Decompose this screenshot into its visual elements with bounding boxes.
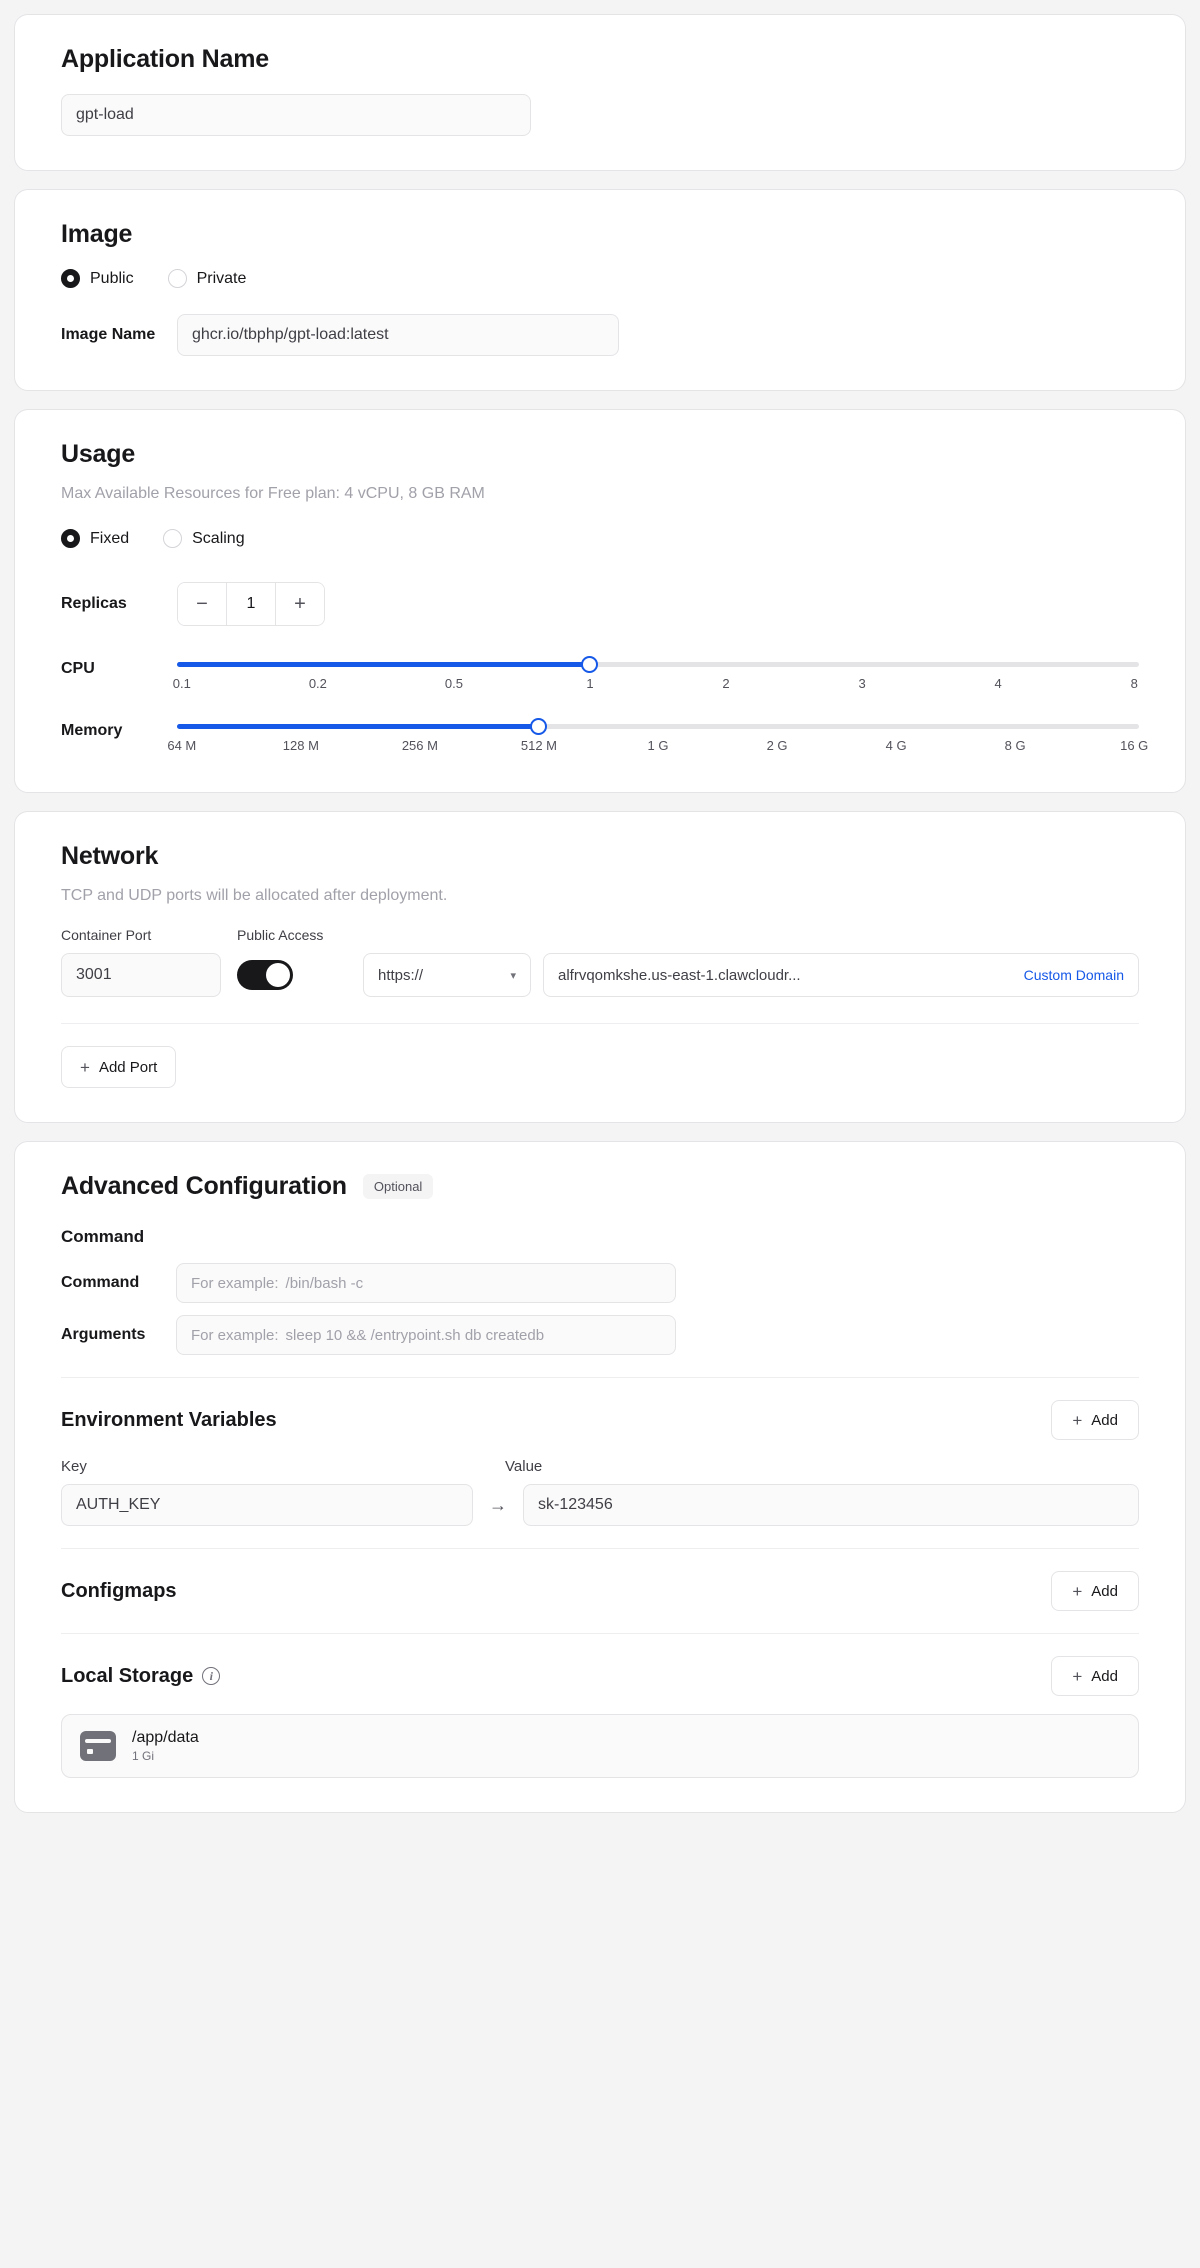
usage-card: [14, 409, 1186, 793]
disk-icon: [80, 1731, 116, 1761]
configmaps-header-row: [61, 1571, 1139, 1611]
cpu-slider-knob[interactable]: [581, 656, 598, 673]
optional-badge: Optional: [363, 1174, 433, 1199]
domain-input[interactable]: [543, 953, 1139, 997]
advanced-divider-1: [61, 1377, 1139, 1378]
storage-title: Local Storage: [61, 1664, 194, 1687]
public-access-label: Public Access: [237, 927, 324, 943]
memory-slider-fill: [177, 724, 539, 729]
slider-tick: 0.2: [308, 676, 327, 691]
cpu-label: CPU: [61, 660, 95, 677]
memory-row: [61, 716, 1149, 758]
storage-header-row: [61, 1656, 1139, 1696]
arguments-row: [61, 1315, 1139, 1355]
replicas-value[interactable]: 1: [226, 583, 276, 625]
slider-tick: 512 M: [520, 738, 558, 753]
network-port-row: [61, 927, 1139, 997]
storage-add-label: Add: [1091, 1667, 1118, 1685]
network-title: Network: [61, 842, 159, 870]
info-icon[interactable]: i: [202, 1667, 220, 1685]
env-value-input[interactable]: sk-123456: [523, 1484, 1139, 1526]
storage-list-item[interactable]: [61, 1714, 1139, 1778]
image-option-public-label: Public: [90, 269, 134, 287]
slider-tick: 8: [1130, 676, 1138, 691]
image-option-public[interactable]: [61, 269, 134, 288]
arguments-label: Arguments: [61, 1326, 146, 1343]
configmaps-add-label: Add: [1091, 1582, 1118, 1600]
env-add-label: Add: [1091, 1411, 1118, 1429]
memory-slider-ticks: [167, 738, 1149, 758]
application-name-input[interactable]: gpt-load: [61, 94, 531, 136]
domain-col: [363, 927, 1139, 997]
configmaps-add-button[interactable]: [1051, 1571, 1139, 1611]
command-input[interactable]: [176, 1263, 676, 1303]
storage-size: 1 Gi: [132, 1749, 155, 1763]
command-row: [61, 1263, 1139, 1303]
env-key-header: Key: [61, 1458, 87, 1475]
image-option-private-label: Private: [196, 269, 247, 287]
advanced-title: Advanced Configuration: [61, 1172, 347, 1200]
usage-mode-group: [61, 529, 1139, 548]
slider-tick: 1 G: [647, 738, 669, 753]
configmaps-title: Configmaps: [61, 1579, 177, 1602]
replicas-stepper[interactable]: [177, 582, 325, 626]
network-note: TCP and UDP ports will be allocated after deployment.: [61, 887, 448, 904]
image-title: Image: [61, 220, 133, 248]
image-name-label: Image Name: [61, 326, 156, 343]
replicas-label: Replicas: [61, 595, 127, 612]
slider-tick: 8 G: [1004, 738, 1026, 753]
image-name-input[interactable]: ghcr.io/tbphp/gpt-load:latest: [177, 314, 619, 356]
protocol-select[interactable]: [363, 953, 531, 997]
slider-tick: 64 M: [167, 738, 197, 753]
protocol-select-value: https://: [378, 966, 424, 984]
arrow-right-icon: →: [489, 1494, 507, 1515]
command-placeholder-prefix: For example:: [191, 1274, 279, 1292]
plus-icon: +: [1072, 1666, 1083, 1686]
custom-domain-link[interactable]: Custom Domain: [1023, 967, 1124, 983]
plus-icon: +: [1072, 1410, 1083, 1430]
slider-tick: 256 M: [401, 738, 438, 753]
add-port-button[interactable]: [61, 1046, 176, 1088]
application-name-card: [14, 14, 1186, 171]
slider-tick: 16 G: [1120, 738, 1149, 753]
advanced-divider-3: [61, 1633, 1139, 1634]
advanced-title-row: [61, 1172, 1139, 1201]
image-card: [14, 189, 1186, 391]
cpu-slider-ticks: [172, 676, 1139, 696]
command-placeholder-value: /bin/bash -c: [285, 1274, 364, 1292]
network-divider: [61, 1023, 1139, 1024]
slider-tick: 128 M: [282, 738, 319, 753]
radio-scaling-icon[interactable]: [163, 529, 182, 548]
memory-slider-track[interactable]: [177, 724, 1139, 729]
cpu-slider-track[interactable]: [177, 662, 1139, 667]
cpu-row: [61, 654, 1139, 696]
usage-note: Max Available Resources for Free plan: 4 vCPU, 8 GB RAM: [61, 485, 485, 502]
env-header-row: [61, 1400, 1139, 1440]
replicas-increment-button[interactable]: +: [276, 583, 324, 625]
slider-tick: 2: [722, 676, 730, 691]
chevron-down-icon: ▾: [510, 969, 516, 982]
usage-option-fixed[interactable]: [61, 529, 129, 548]
arguments-placeholder-prefix: For example:: [191, 1326, 279, 1344]
public-access-toggle[interactable]: [237, 960, 293, 990]
storage-add-button[interactable]: [1051, 1656, 1139, 1696]
usage-option-fixed-label: Fixed: [90, 529, 130, 547]
public-access-col: [237, 927, 347, 995]
memory-label: Memory: [61, 722, 123, 739]
slider-tick: 1: [586, 676, 594, 691]
usage-option-scaling[interactable]: [163, 529, 244, 548]
memory-slider[interactable]: [167, 716, 1149, 758]
slider-tick: 0.1: [172, 676, 191, 691]
image-name-row: [61, 314, 1139, 356]
network-card: [14, 811, 1186, 1123]
replicas-decrement-button[interactable]: −: [178, 583, 226, 625]
memory-slider-knob[interactable]: [530, 718, 547, 735]
env-column-headers: [61, 1458, 1139, 1475]
arguments-input[interactable]: [176, 1315, 676, 1355]
domain-input-value: alfrvqomkshe.us-east-1.clawcloudr...: [558, 966, 801, 984]
usage-title: Usage: [61, 440, 136, 468]
env-key-input[interactable]: AUTH_KEY: [61, 1484, 473, 1526]
cpu-slider[interactable]: [172, 654, 1139, 696]
env-title: Environment Variables: [61, 1408, 277, 1431]
replicas-row: [61, 582, 1139, 626]
application-name-title: Application Name: [61, 45, 269, 73]
advanced-divider-2: [61, 1548, 1139, 1549]
image-option-private[interactable]: [168, 269, 247, 288]
storage-title-wrap: [61, 1665, 220, 1688]
env-row: [61, 1484, 1139, 1526]
container-port-label: Container Port: [61, 927, 152, 943]
arguments-placeholder-value: sleep 10 && /entrypoint.sh db createdb: [285, 1326, 545, 1344]
container-port-col: [61, 927, 221, 997]
plus-icon: +: [1072, 1581, 1083, 1601]
advanced-configuration-card: [14, 1141, 1186, 1813]
command-group-title: Command: [61, 1227, 145, 1246]
radio-fixed-icon[interactable]: [61, 529, 80, 548]
usage-option-scaling-label: Scaling: [192, 529, 245, 547]
env-value-header: Value: [505, 1458, 543, 1475]
image-visibility-group: [61, 269, 1139, 288]
env-add-button[interactable]: [1051, 1400, 1139, 1440]
radio-private-icon[interactable]: [168, 269, 187, 288]
slider-tick: 0.5: [444, 676, 463, 691]
plus-icon: +: [80, 1057, 90, 1077]
storage-path: /app/data: [132, 1729, 199, 1746]
radio-public-icon[interactable]: [61, 269, 80, 288]
slider-tick: 2 G: [766, 738, 788, 753]
slider-tick: 4 G: [885, 738, 907, 753]
container-port-input[interactable]: 3001: [61, 953, 221, 997]
add-port-label: Add Port: [98, 1058, 158, 1076]
slider-tick: 3: [858, 676, 866, 691]
cpu-slider-fill: [177, 662, 590, 667]
slider-tick: 4: [994, 676, 1002, 691]
command-label: Command: [61, 1274, 140, 1291]
